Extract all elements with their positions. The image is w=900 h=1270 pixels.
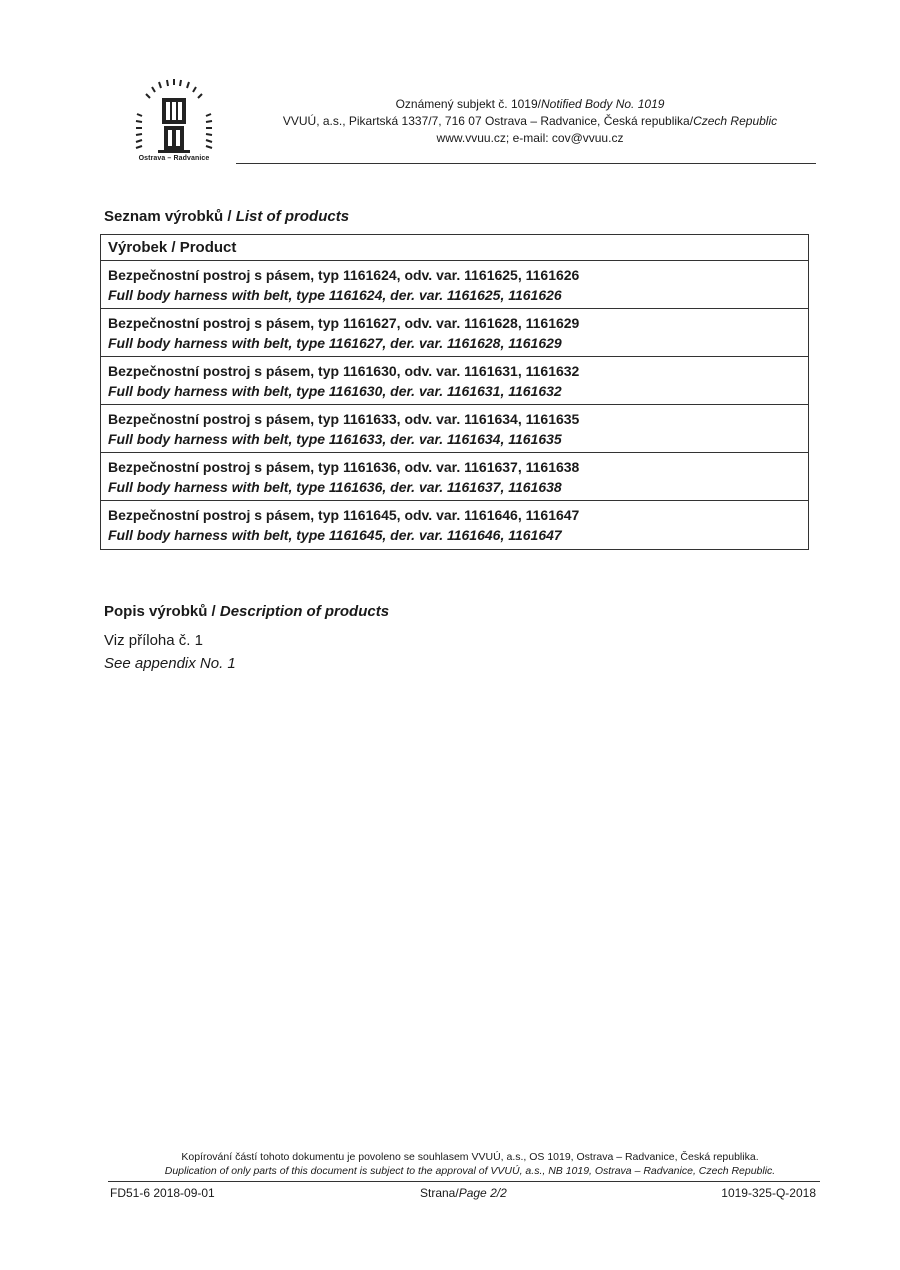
description-section-title bbox=[104, 603, 389, 620]
desc-title-cz: Popis výrobků / bbox=[104, 603, 220, 620]
products-table bbox=[100, 234, 809, 550]
footer-note-cz: Kopírování částí tohoto dokumentu je povoleno se souhlasem VVUÚ, a.s., OS 1019, Ostrava – Radvanice, Česká republika. bbox=[181, 1151, 759, 1163]
product-cz: Bezpečnostní postroj s pásem, typ 1161624, odv. var. 1161625, 1161626 bbox=[108, 267, 580, 283]
page-number bbox=[420, 1186, 507, 1200]
product-en: Full body harness with belt, type 1161636, der. var. 1161637, 1161638 bbox=[108, 479, 562, 495]
table-row bbox=[101, 501, 808, 549]
list-title-en: List of products bbox=[235, 208, 350, 225]
product-en: Full body harness with belt, type 1161645, der. var. 1161646, 1161647 bbox=[108, 527, 562, 543]
notified-body-line bbox=[240, 96, 820, 113]
address-en: Czech Republic bbox=[693, 114, 778, 128]
header-block bbox=[240, 96, 820, 147]
footer-note-en: Duplication of only parts of this document is subject to the approval of VVUÚ, a.s., NB 1019, Ostrava – Radvanice, Czech Republic. bbox=[164, 1165, 776, 1177]
contact-line: www.vvuu.cz; e-mail: cov@vvuu.cz bbox=[436, 131, 624, 145]
product-cz: Bezpečnostní postroj s pásem, typ 1161633, odv. var. 1161634, 1161635 bbox=[108, 411, 580, 427]
header-divider bbox=[236, 163, 816, 164]
product-cz: Bezpečnostní postroj s pásem, typ 1161645, odv. var. 1161646, 1161647 bbox=[108, 507, 580, 523]
product-en: Full body harness with belt, type 1161633, der. var. 1161634, 1161635 bbox=[108, 431, 562, 447]
table-row bbox=[101, 405, 808, 453]
product-en: Full body harness with belt, type 1161627, der. var. 1161628, 1161629 bbox=[108, 335, 562, 351]
description-text-en: See appendix No. 1 bbox=[104, 655, 236, 672]
product-cz: Bezpečnostní postroj s pásem, typ 1161627, odv. var. 1161628, 1161629 bbox=[108, 315, 580, 331]
product-en: Full body harness with belt, type 1161630, der. var. 1161631, 1161632 bbox=[108, 383, 562, 399]
form-code: FD51-6 2018-09-01 bbox=[110, 1186, 215, 1200]
vvuu-emblem-icon bbox=[128, 76, 220, 156]
product-cz: Bezpečnostní postroj s pásem, typ 1161636, odv. var. 1161637, 1161638 bbox=[108, 459, 580, 475]
page-label-en: Page 2/2 bbox=[458, 1186, 507, 1200]
table-row bbox=[101, 309, 808, 357]
table-header: Výrobek / Product bbox=[101, 235, 808, 261]
notified-cz: Oznámený subjekt č. 1019/ bbox=[395, 97, 541, 111]
logo-caption: Ostrava – Radvanice bbox=[138, 155, 210, 162]
product-en: Full body harness with belt, type 1161624, der. var. 1161625, 1161626 bbox=[108, 287, 562, 303]
address-line bbox=[240, 113, 820, 130]
description-text-cz: Viz příloha č. 1 bbox=[104, 632, 203, 649]
list-section-title bbox=[104, 208, 349, 225]
notified-en: Notified Body No. 1019 bbox=[541, 97, 665, 111]
list-title-cz: Seznam výrobků / bbox=[104, 208, 236, 225]
table-row bbox=[101, 453, 808, 501]
table-row bbox=[101, 357, 808, 405]
address-cz: VVUÚ, a.s., Pikartská 1337/7, 716 07 Ostrava – Radvanice, Česká republika/ bbox=[282, 114, 694, 128]
product-cz: Bezpečnostní postroj s pásem, typ 1161630, odv. var. 1161631, 1161632 bbox=[108, 363, 580, 379]
page-label-cz: Strana/ bbox=[420, 1186, 459, 1200]
footer-divider bbox=[108, 1181, 820, 1182]
document-code: 1019-325-Q-2018 bbox=[721, 1186, 816, 1200]
vvuu-logo bbox=[128, 76, 220, 168]
table-row bbox=[101, 261, 808, 309]
desc-title-en: Description of products bbox=[219, 603, 390, 620]
